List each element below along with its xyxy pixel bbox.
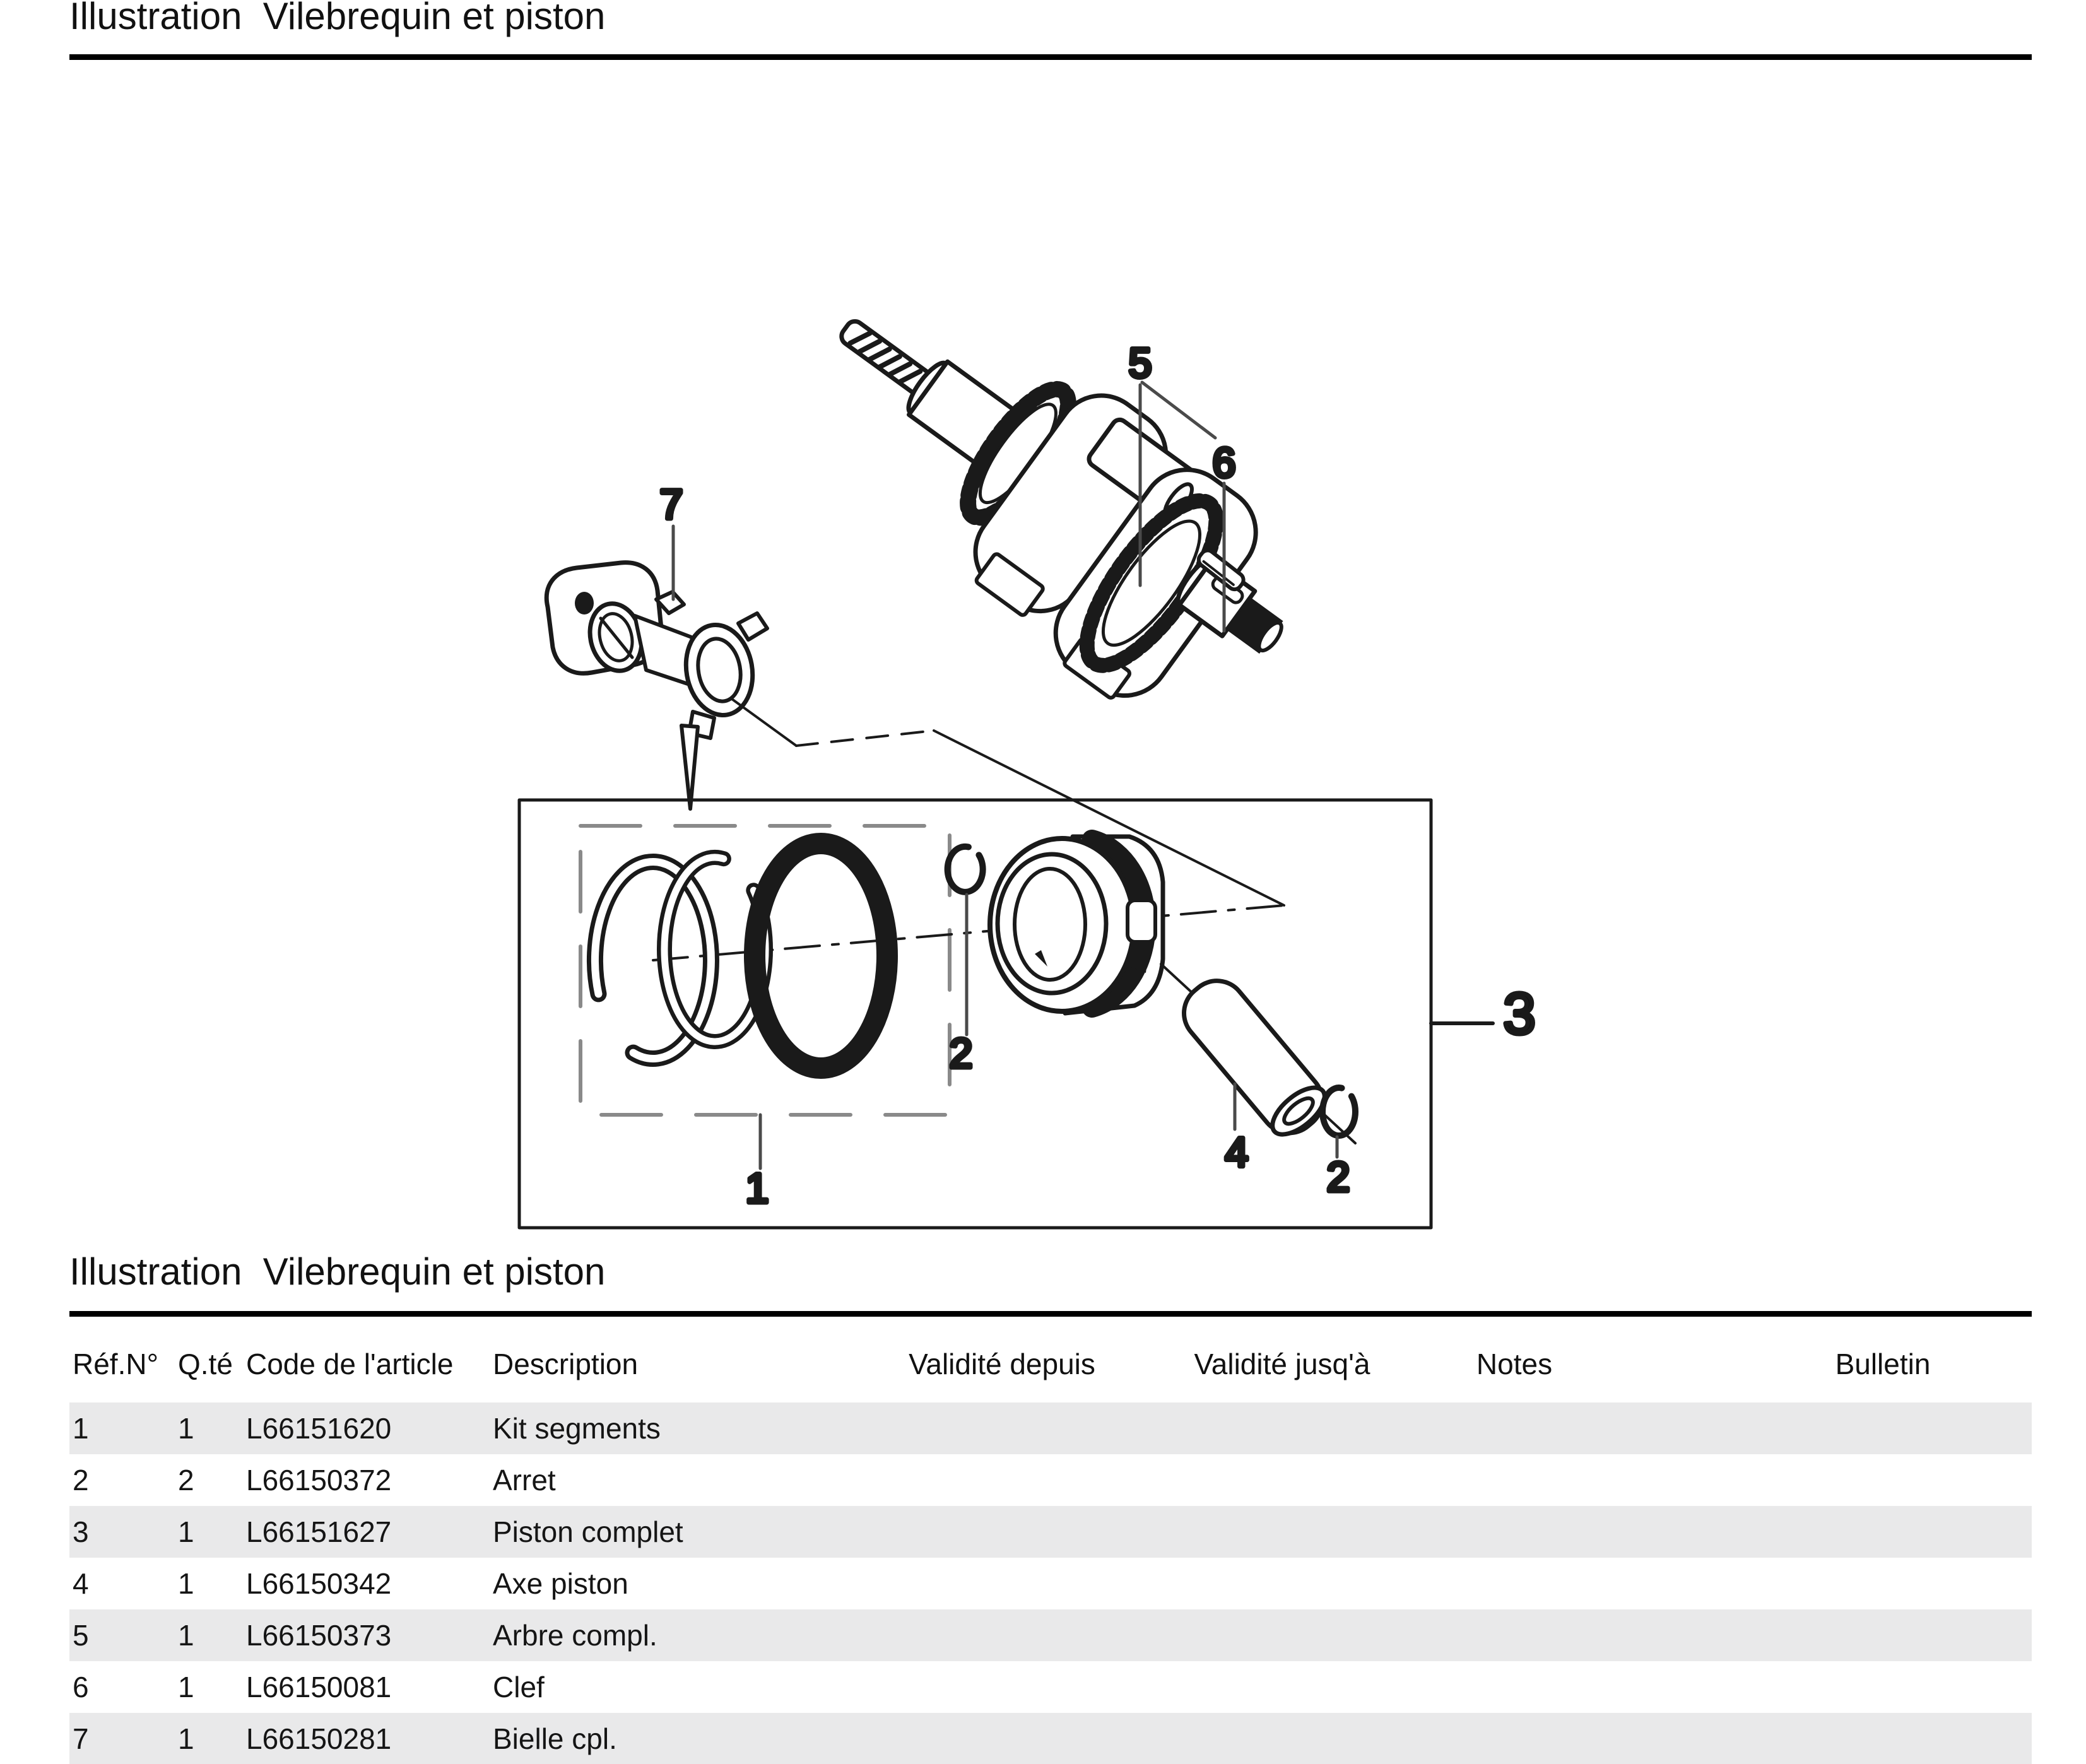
callout-5-arbre: 5 xyxy=(1128,339,1152,386)
table-row xyxy=(69,1558,2032,1609)
cell-code: L66150373 xyxy=(246,1619,392,1652)
page-title: Illustration Vilebrequin et piston xyxy=(69,0,606,37)
cell-ref: 6 xyxy=(73,1671,89,1703)
cell-qty: 1 xyxy=(178,1567,194,1600)
cell-description: Axe piston xyxy=(493,1567,628,1600)
circlip-left-drawing xyxy=(948,847,983,892)
header-code: Code de l'article xyxy=(246,1348,454,1380)
table-row xyxy=(69,1713,2032,1764)
cell-ref: 1 xyxy=(73,1412,89,1445)
callout-3-piston-complet: 3 xyxy=(1503,982,1536,1046)
callout-1-kit-segments: 1 xyxy=(745,1165,769,1211)
piston-drawing xyxy=(990,837,1163,1013)
cell-description: Kit segments xyxy=(493,1412,661,1445)
table-row xyxy=(69,1661,2032,1713)
cell-description: Bielle cpl. xyxy=(493,1722,617,1755)
header-ref: Réf.N° xyxy=(73,1348,158,1380)
cell-description: Arret xyxy=(493,1464,556,1496)
cell-code: L66151627 xyxy=(246,1515,392,1548)
cell-description: Piston complet xyxy=(493,1515,683,1548)
parts-table-header xyxy=(69,1349,2032,1381)
cell-ref: 7 xyxy=(73,1722,89,1755)
crankshaft-drawing xyxy=(761,244,1337,757)
cell-qty: 1 xyxy=(178,1619,194,1652)
table-row xyxy=(69,1454,2032,1506)
table-row xyxy=(69,1609,2032,1661)
cell-code: L66150081 xyxy=(246,1671,392,1703)
cell-code: L66150281 xyxy=(246,1722,392,1755)
cell-ref: 4 xyxy=(73,1567,89,1600)
cell-qty: 1 xyxy=(178,1412,194,1445)
header-bulletin: Bulletin xyxy=(1835,1348,1931,1380)
callout-4-axe-piston: 4 xyxy=(1225,1129,1249,1175)
cell-description: Arbre compl. xyxy=(493,1619,657,1652)
table-divider xyxy=(69,1311,2032,1317)
parts-table xyxy=(69,1348,2032,1755)
header-notes: Notes xyxy=(1476,1348,1553,1380)
table-row xyxy=(69,1402,2032,1454)
header-validity-to: Validité jusq'à xyxy=(1194,1348,1370,1380)
cell-qty: 1 xyxy=(178,1671,194,1703)
cell-qty: 1 xyxy=(178,1515,194,1548)
parts-table-body xyxy=(69,1402,2032,1764)
cell-ref: 3 xyxy=(73,1515,89,1548)
cell-ref: 5 xyxy=(73,1619,89,1652)
header-description: Description xyxy=(493,1348,639,1380)
callout-7-bielle: 7 xyxy=(659,481,683,527)
callout-2-arret-left: 2 xyxy=(949,1030,973,1076)
callout-6-clef: 6 xyxy=(1212,439,1236,486)
cell-description: Clef xyxy=(493,1671,545,1703)
cell-qty: 2 xyxy=(178,1464,194,1496)
piston-pin-drawing xyxy=(1172,969,1335,1145)
cell-code: L66151620 xyxy=(246,1412,392,1445)
table-row xyxy=(69,1506,2032,1558)
header-validity-from: Validité depuis xyxy=(909,1348,1095,1380)
cell-ref: 2 xyxy=(73,1464,89,1496)
cell-qty: 1 xyxy=(178,1722,194,1755)
connecting-rod-drawing xyxy=(546,563,767,809)
table-section-title: Illustration Vilebrequin et piston xyxy=(69,1250,606,1293)
callout-2-arret-right: 2 xyxy=(1326,1153,1350,1200)
header-qty: Q.té xyxy=(178,1348,233,1380)
cell-code: L66150372 xyxy=(246,1464,392,1496)
cell-code: L66150342 xyxy=(246,1567,392,1600)
piston-rings-drawing xyxy=(595,844,887,1068)
